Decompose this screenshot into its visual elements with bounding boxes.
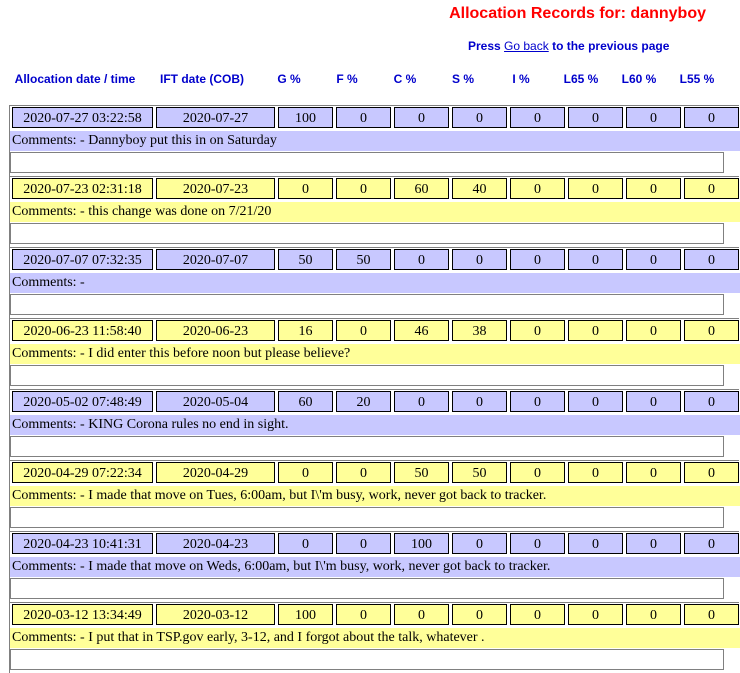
record-values-row — [10, 249, 740, 272]
ift-date-cell: 2020-06-23 — [156, 320, 275, 341]
allocation-record — [9, 531, 739, 602]
l55-pct-cell: 0 — [684, 178, 739, 199]
l60-pct-cell: 0 — [626, 320, 681, 341]
comment-label: Comments: - — [12, 417, 89, 432]
g-pct-header: G % — [277, 72, 301, 86]
allocation-datetime-cell: 2020-05-02 07:48:49 — [12, 391, 153, 412]
c-pct-header: C % — [393, 72, 417, 86]
ift-date-header: IFT date (COB) — [160, 72, 244, 86]
i-pct-cell: 0 — [510, 178, 565, 199]
ift-date-cell: 2020-04-29 — [156, 462, 275, 483]
comment-text: I made that move on Tues, 6:00am, but I\'m busy, work, never got back to tracker. — [88, 488, 547, 503]
allocation-record — [9, 318, 739, 389]
l55-pct-cell: 0 — [684, 249, 739, 270]
record-values-row — [10, 391, 740, 414]
comment-row — [10, 557, 740, 577]
comment-row — [10, 344, 740, 364]
f-pct-cell: 0 — [336, 533, 391, 554]
l55-pct-cell: 0 — [684, 604, 739, 625]
ift-date-cell: 2020-04-23 — [156, 533, 275, 554]
record-values-row — [10, 320, 740, 343]
comment-label: Comments: - — [12, 204, 89, 219]
allocation-datetime-cell: 2020-03-12 13:34:49 — [12, 604, 153, 625]
s-pct-header: S % — [451, 72, 474, 86]
i-pct-header: I % — [512, 72, 530, 86]
f-pct-cell: 0 — [336, 462, 391, 483]
l65-pct-cell: 0 — [568, 391, 623, 412]
g-pct-cell: 0 — [278, 533, 333, 554]
i-pct-cell: 0 — [510, 320, 565, 341]
ift-date-cell: 2020-07-27 — [156, 107, 275, 128]
record-values-row — [10, 107, 740, 130]
record-values-row — [10, 604, 740, 627]
i-pct-cell: 0 — [510, 462, 565, 483]
go-back-link[interactable]: Go back — [504, 39, 549, 53]
ift-date-cell: 2020-03-12 — [156, 604, 275, 625]
l65-pct-cell: 0 — [568, 320, 623, 341]
comment-row — [10, 202, 740, 222]
allocation-record — [9, 460, 739, 531]
spacer-row — [10, 436, 724, 457]
comment-row — [10, 486, 740, 506]
go-back-suffix: to the previous page — [548, 39, 670, 53]
c-pct-cell: 0 — [394, 391, 449, 412]
c-pct-cell: 60 — [394, 178, 449, 199]
allocation-datetime-cell: 2020-07-07 07:32:35 — [12, 249, 153, 270]
l60-pct-cell: 0 — [626, 178, 681, 199]
comment-label: Comments: - — [12, 346, 89, 361]
g-pct-cell: 50 — [278, 249, 333, 270]
i-pct-cell: 0 — [510, 107, 565, 128]
spacer-row — [10, 649, 724, 670]
record-values-row — [10, 462, 740, 485]
ift-date-cell: 2020-05-04 — [156, 391, 275, 412]
allocation-date-header: Allocation date / time — [14, 72, 136, 86]
g-pct-cell: 16 — [278, 320, 333, 341]
f-pct-cell: 50 — [336, 249, 391, 270]
allocation-datetime-cell: 2020-04-23 10:41:31 — [12, 533, 153, 554]
comment-text: I did enter this before noon but please believe? — [88, 346, 351, 361]
l65-pct-cell: 0 — [568, 178, 623, 199]
f-pct-cell: 0 — [336, 178, 391, 199]
l55-pct-cell: 0 — [684, 533, 739, 554]
spacer-row — [10, 365, 724, 386]
s-pct-cell: 0 — [452, 604, 507, 625]
column-headers — [0, 72, 714, 90]
s-pct-cell: 0 — [452, 391, 507, 412]
i-pct-cell: 0 — [510, 533, 565, 554]
c-pct-cell: 0 — [394, 604, 449, 625]
comment-row — [10, 131, 740, 151]
s-pct-cell: 50 — [452, 462, 507, 483]
l65-pct-cell: 0 — [568, 533, 623, 554]
allocation-record — [9, 105, 739, 176]
comment-row — [10, 628, 740, 648]
l60-pct-cell: 0 — [626, 462, 681, 483]
allocation-record — [9, 176, 739, 247]
l60-pct-cell: 0 — [626, 391, 681, 412]
spacer-row — [10, 507, 724, 528]
l60-pct-cell: 0 — [626, 249, 681, 270]
g-pct-cell: 100 — [278, 107, 333, 128]
allocation-datetime-cell: 2020-04-29 07:22:34 — [12, 462, 153, 483]
c-pct-cell: 0 — [394, 249, 449, 270]
f-pct-cell: 0 — [336, 320, 391, 341]
g-pct-cell: 100 — [278, 604, 333, 625]
go-back-line — [468, 39, 669, 53]
go-back-prefix: Press — [468, 39, 505, 53]
s-pct-cell: 0 — [452, 533, 507, 554]
f-pct-cell: 0 — [336, 107, 391, 128]
c-pct-cell: 46 — [394, 320, 449, 341]
c-pct-cell: 0 — [394, 107, 449, 128]
spacer-row — [10, 294, 724, 315]
comment-text: I made that move on Weds, 6:00am, but I\'m busy, work, never got back to tracker. — [88, 559, 551, 574]
spacer-row — [10, 152, 724, 173]
l55-pct-cell: 0 — [684, 462, 739, 483]
i-pct-cell: 0 — [510, 249, 565, 270]
comment-label: Comments: - — [12, 559, 89, 574]
f-pct-cell: 0 — [336, 604, 391, 625]
comment-row — [10, 273, 740, 293]
s-pct-cell: 38 — [452, 320, 507, 341]
l60-pct-cell: 0 — [626, 533, 681, 554]
l65-pct-cell: 0 — [568, 462, 623, 483]
comment-label: Comments: - — [12, 133, 89, 148]
ift-date-cell: 2020-07-23 — [156, 178, 275, 199]
f-pct-cell: 20 — [336, 391, 391, 412]
f-pct-header: F % — [336, 72, 358, 86]
allocation-record — [9, 389, 739, 460]
page-title: Allocation Records for: dannyboy — [449, 5, 706, 22]
comment-text: I put that in TSP.gov early, 3-12, and I forgot about the talk, whatever . — [88, 630, 485, 645]
g-pct-cell: 0 — [278, 462, 333, 483]
ift-date-cell: 2020-07-07 — [156, 249, 275, 270]
l65-pct-header: L65 % — [563, 72, 599, 86]
comment-text: this change was done on 7/21/20 — [88, 204, 272, 219]
i-pct-cell: 0 — [510, 604, 565, 625]
comment-row — [10, 415, 740, 435]
l65-pct-cell: 0 — [568, 604, 623, 625]
g-pct-cell: 0 — [278, 178, 333, 199]
allocation-datetime-cell: 2020-06-23 11:58:40 — [12, 320, 153, 341]
c-pct-cell: 100 — [394, 533, 449, 554]
l60-pct-cell: 0 — [626, 604, 681, 625]
l65-pct-cell: 0 — [568, 249, 623, 270]
allocation-record — [9, 602, 739, 673]
allocation-datetime-cell: 2020-07-27 03:22:58 — [12, 107, 153, 128]
comment-text: Dannyboy put this in on Saturday — [88, 133, 277, 148]
allocation-record — [9, 247, 739, 318]
l55-pct-cell: 0 — [684, 320, 739, 341]
allocation-datetime-cell: 2020-07-23 02:31:18 — [12, 178, 153, 199]
comment-text: KING Corona rules no end in sight. — [88, 417, 289, 432]
s-pct-cell: 40 — [452, 178, 507, 199]
g-pct-cell: 60 — [278, 391, 333, 412]
s-pct-cell: 0 — [452, 249, 507, 270]
i-pct-cell: 0 — [510, 391, 565, 412]
s-pct-cell: 0 — [452, 107, 507, 128]
record-values-row — [10, 178, 740, 201]
spacer-row — [10, 223, 724, 244]
comment-label: Comments: - — [12, 630, 89, 645]
l65-pct-cell: 0 — [568, 107, 623, 128]
comment-label: Comments: - — [12, 275, 85, 290]
l55-pct-cell: 0 — [684, 391, 739, 412]
l55-pct-header: L55 % — [679, 72, 715, 86]
l60-pct-header: L60 % — [621, 72, 657, 86]
l60-pct-cell: 0 — [626, 107, 681, 128]
c-pct-cell: 50 — [394, 462, 449, 483]
l55-pct-cell: 0 — [684, 107, 739, 128]
spacer-row — [10, 578, 724, 599]
record-values-row — [10, 533, 740, 556]
comment-label: Comments: - — [12, 488, 89, 503]
records-table — [9, 105, 739, 673]
